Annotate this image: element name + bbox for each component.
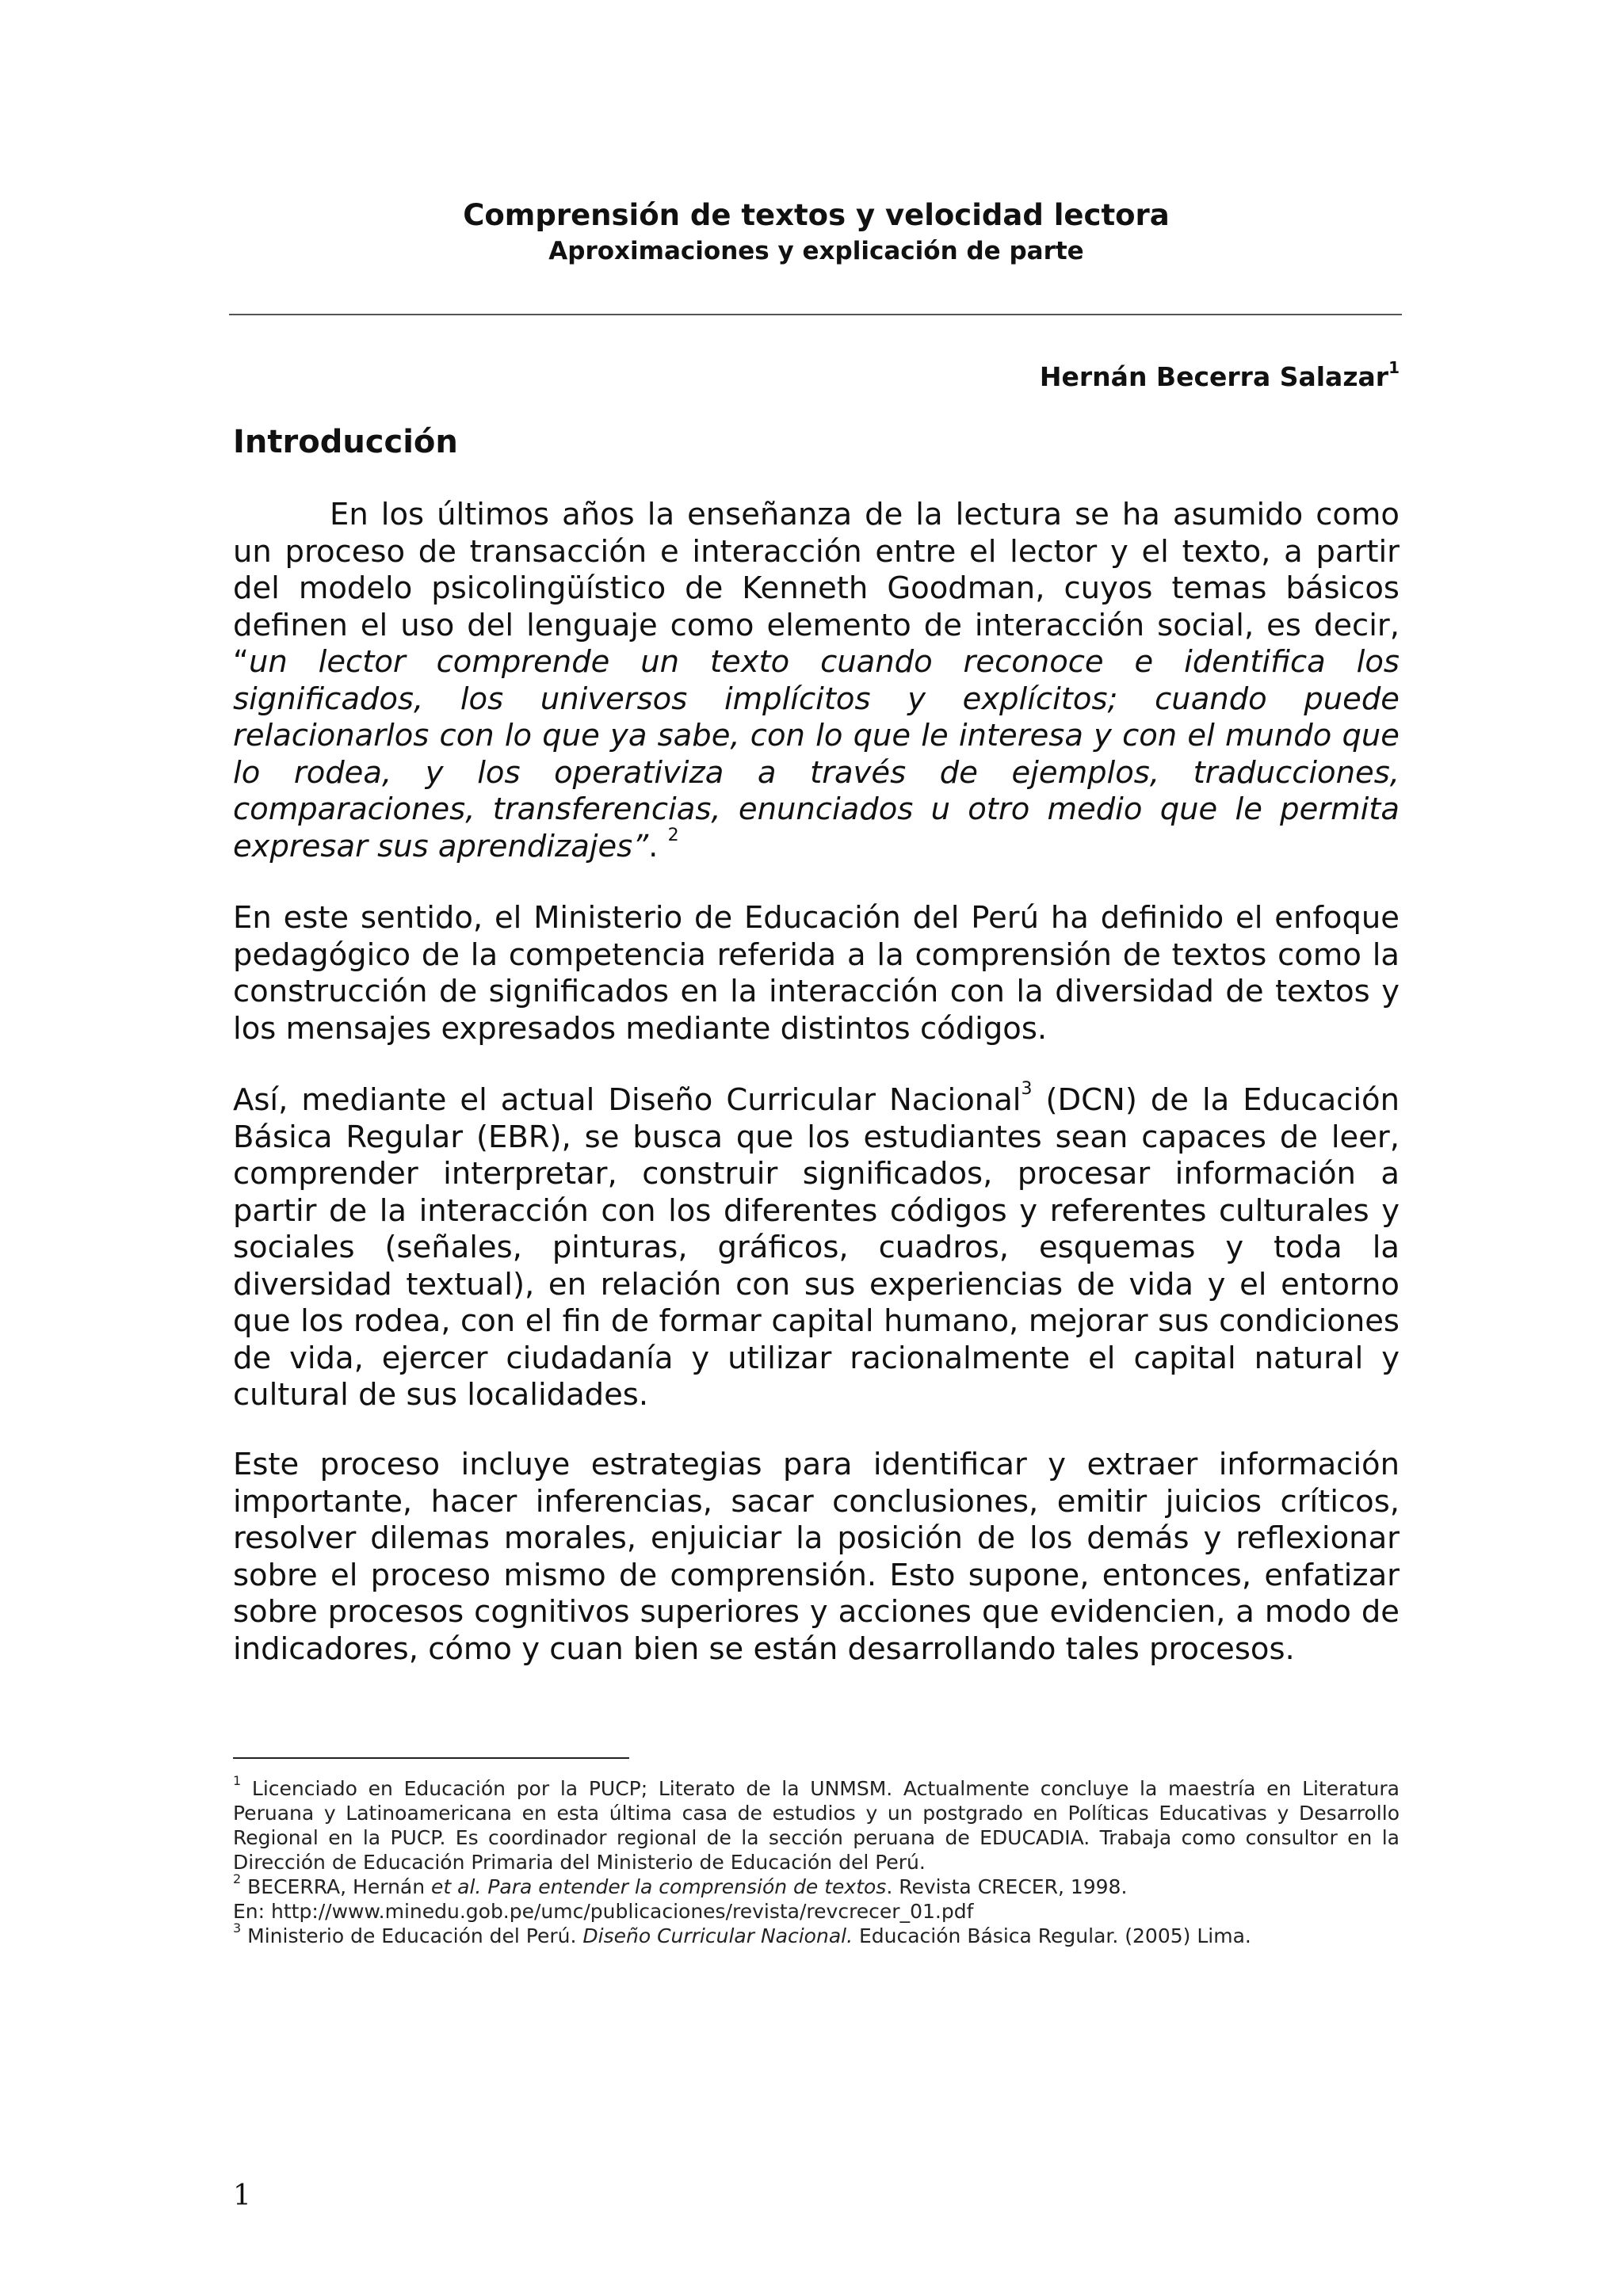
footnote-1-text: Licenciado en Educación por la PUCP; Literato de la UNMSM. Actualmente concluye la maestría en Literatura Peruana y Latinoamericana en esta última casa de estudios y un postgrado en Políticas Educativas y Desarrollo Regional en la PUCP. Es coordinador regional de la sección peruana de EDUCADIA. Trabaja como consultor en la Dirección de Educación Primaria del Ministerio de Educación del Perú. — [233, 1777, 1400, 1874]
intro-end: . — [648, 828, 668, 864]
page-number: 1 — [233, 2180, 251, 2212]
footnote-3 — [233, 1920, 1400, 1948]
dcn-text-start: Así, mediante el actual Diseño Curricular Nacional — [233, 1082, 1022, 1118]
goodman-quote: un lector comprende un texto cuando reconoce e identifica los significados, los universos implícitos y explícitos; cuando puede relacionarlos con lo que ya sabe, con lo que le interesa y con el mundo que lo rodea, y los operativiza a través de ejemplos, traducciones, comparaciones, transferencias, enunciados u otro medio que le permita expresar sus aprendizajes” — [233, 644, 1400, 864]
document-title: Comprensión de textos y velocidad lectora — [463, 198, 1170, 232]
intro-text: En los últimos años la enseñanza de la lectura se ha asumido como un proceso de transacción e interacción entre el lector y el texto, a partir del modelo psicolingüístico de Kenneth Goodman, cuyos temas básicos definen el uso del lenguaje como elemento de interacción social, es decir, “ — [233, 497, 1400, 680]
author-name: Hernán Becerra Salazar — [1039, 361, 1389, 392]
footnote-1 — [233, 1772, 1400, 1875]
footnote-2-etal: et al. — [431, 1875, 482, 1898]
paragraph-proceso: Este proceso incluye estrategias para identificar y extraer información importante, hacer inferencias, sacar conclusiones, emitir juicios críticos, resolver dilemas morales, enjuiciar la posición de los demás y reflexionar sobre el proceso mismo de comprensión. Esto supone, entonces, enfatizar sobre procesos cognitivos superiores y acciones que evidencien, a modo de indicadores, cómo y cuan bien se están desarrollando tales procesos. — [233, 1447, 1400, 1667]
footnote-ref-3[interactable]: 3 — [1021, 1079, 1033, 1100]
footnote-3-rest: Educación Básica Regular. (2005) Lima. — [853, 1924, 1251, 1947]
footnote-3-title: Diseño Curricular Nacional. — [582, 1924, 854, 1947]
footnote-separator — [233, 1757, 629, 1759]
title-divider — [229, 314, 1402, 315]
footnote-2-author: BECERRA, Hernán — [241, 1875, 432, 1898]
footnote-3-author: Ministerio de Educación del Perú. — [241, 1924, 583, 1947]
author-footnote-ref[interactable]: 1 — [1388, 358, 1400, 377]
footnote-3-number: 3 — [233, 1920, 242, 1936]
footnote-2 — [233, 1871, 1400, 1899]
footnote-1-number: 1 — [233, 1772, 242, 1788]
footnote-2-rest: . Revista CRECER, 1998. — [886, 1875, 1128, 1898]
document-subtitle: Aproximaciones y explicación de parte — [548, 237, 1084, 265]
paragraph-ministerio: En este sentido, el Ministerio de Educación del Perú ha definido el enfoque pedagógico de la competencia referida a la comprensión de textos como la construcción de significados en la interacción con la diversidad de textos y los mensajes expresados mediante distintos códigos. — [233, 900, 1400, 1047]
paragraph-intro — [233, 497, 1400, 865]
author-line — [1040, 353, 1400, 395]
paragraph-dcn — [233, 1079, 1400, 1414]
section-heading: Introducción — [233, 424, 458, 460]
dcn-text-rest: (DCN) de la Educación Básica Regular (EBR), se busca que los estudiantes sean capaces de leer, comprender interpretar, construir significados, procesar información a partir de la interacción con los diferentes códigos y referentes culturales y sociales (señales, pinturas, gráficos, cuadros, esquemas y toda la diversidad textual), en relación con sus experiencias de vida y el entorno que los rodea, con el fin de formar capital humano, mejorar sus condiciones de vida, ejercer ciudadanía y utilizar racionalmente el capital natural y cultural de sus localidades. — [233, 1082, 1400, 1413]
footnote-2-number: 2 — [233, 1871, 242, 1886]
footnote-2-url[interactable]: En: http://www.minedu.gob.pe/umc/publicaciones/revista/revcrecer_01.pdf — [233, 1900, 974, 1923]
footnote-ref-2[interactable]: 2 — [667, 825, 679, 845]
footnotes — [233, 1772, 1400, 1948]
footnote-2-title: Para entender la comprensión de textos — [487, 1875, 887, 1898]
